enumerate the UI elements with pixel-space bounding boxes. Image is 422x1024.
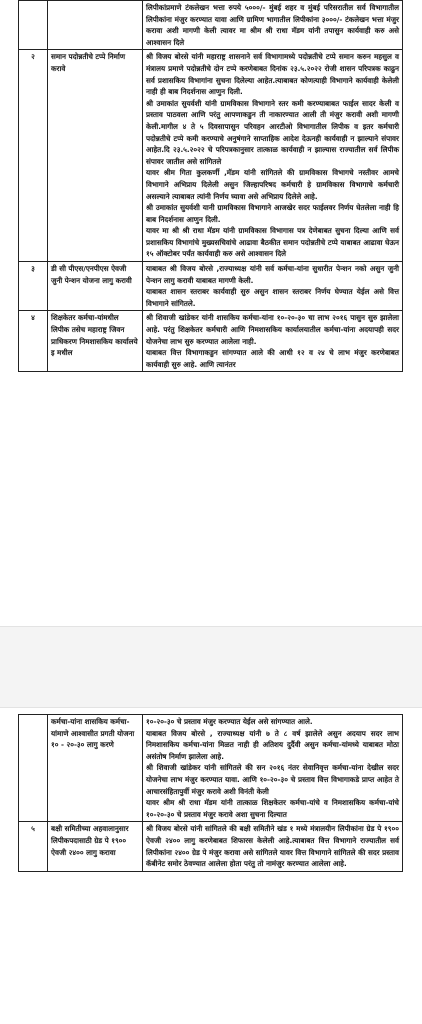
row-number bbox=[19, 1, 48, 50]
row-subject: समान पदोन्नतीचे टप्पे निर्माण करावे bbox=[48, 50, 143, 262]
row-subject: बक्षी समितीच्या अहवालानुसार लिपीकपदासाठी ग्रेड पे १९०० ऐवजी २४०० लागु करावा bbox=[48, 822, 143, 871]
detail-paragraph: श्री शिवाजी खांडेकर यांनी शासकिय कर्मचा-यांना १०-२०-३० चा लाभ २०१६ पासुन सुरु झालेला आहे. परंतु शिक्षकेतर कर्मचारी आणि निमशासकिय कार्यालयातील कर्मचा-यांना अदयापही सदर योजनेचा लाभ सुरु करण्यात आलेला नाही. bbox=[146, 313, 399, 346]
detail-paragraph: याबाबत विजय बोरसे , राज्याध्यक्ष यांनी ७ ते ८ वर्ष झालेले असुन अदयाप सदर लाभ निमशासकिय कर्मचा-यांना मिळत नाही ही अतिशय दुर्दैवी असुन कर्मचा-यांमध्ये याबाबत मोठा असंतोष निर्माण झालेला आहे. bbox=[146, 728, 399, 761]
document-page-1 bbox=[18, 0, 403, 610]
document-page-2 bbox=[18, 714, 403, 1024]
minutes-table-page-2 bbox=[18, 714, 403, 872]
detail-paragraph: याबाबत वित्त विभागाकडुन सांगण्यात आले की आधी १२ व २४ चे लाभ मंजुर करणेबाबत कार्यवाही सुरु आहे. आणि त्यानंतर bbox=[146, 348, 399, 369]
table-row bbox=[19, 50, 403, 262]
table-row bbox=[19, 822, 403, 871]
row-details bbox=[143, 1, 403, 50]
row-details bbox=[143, 311, 403, 372]
detail-paragraph: श्री उमाकांत सुयर्वशी यानी ग्रामविकास विभागाने आजखेर सदर फाईलवर निर्णय घेतलेला नाही हि बाब निदर्शनास आणुन दिली. bbox=[146, 203, 399, 224]
row-subject bbox=[48, 1, 143, 50]
detail-paragraph: याबाबत शासन स्तराबर कार्यवाही सुरु असुन शासन स्तराबर निर्णय घेण्यात येईल असे वित्त विभागाने सांगितले. bbox=[146, 287, 399, 308]
detail-paragraph: यावर मा श्री श्री राधा मॅडम यांनी ग्रामविकास विभागास पत्र देणेबाबत सुचना दिल्या आणि सर्व प्रशासकिय विभागांचे मुख्यसचिवांचे आढावा बैठकीत समान पदोन्नतीचे टप्पे याबाबत आढावा घेऊन १५ ऑक्टोबर पर्यंत कार्यवाही करु असे आश्वासन दिले bbox=[146, 226, 399, 259]
row-subject: शिक्षकेतर कर्मचा-यांमधील लिपीक तसेच महाराष्ट्र जिवन प्राधिकरण निमशासकिय कार्यालये इ मधील bbox=[48, 311, 143, 372]
detail-paragraph: यावर श्रीम गिता कुलकर्णी ,मॅडम यांनी सांगितले की ग्रामविकास विभागचे नस्तीवर आमचे विभागाने अभिप्राय दिलेली असुन जिल्हापरिषद कर्मचारी हे ग्रामविकास विभागाचे कर्मचारी असल्याने त्याबाबत त्यांनी निर्णय घ्यावा असे अभिप्राय दिलेले आहे. bbox=[146, 168, 399, 201]
table-row bbox=[19, 1, 403, 50]
row-number bbox=[19, 715, 48, 822]
row-number: ५ bbox=[19, 822, 48, 871]
detail-paragraph: श्री शिवाजी खांडेकर यांनी सांगितले की सन २०१६ नंतर सेवानिवृत्त कर्मचा-यांना देखील सदर योजनेचा लाभ मंजुर करण्यात यावा. आणि १०-२०-३० चे प्रस्ताव वित्त विभागाकडे प्राप्त आहेत ते आचारसंहितापुर्वी मंजुर करावे अशी विनंती केली bbox=[146, 763, 399, 796]
row-details bbox=[143, 822, 403, 871]
detail-paragraph: याबाबत श्री विजय बोरसे ,राज्याध्यक्ष यांनी सर्व कर्मचा-यांना सुधारीत पेन्शन नको असुन जुनी पेन्शन लागु करावी याबाबत मागणी केली. bbox=[146, 264, 399, 285]
row-details bbox=[143, 50, 403, 262]
detail-paragraph: श्री विजय बोरसे यांनी सांगितले की बक्षी समितीने खंड १ मध्ये मंत्रालयीन लिपीकांना ग्रेड पे १९०० ऐवजी २४०० लागु करणेबाबत शिफारस केलेली आहे.त्याबाबत वित्त विभागाने राज्यातील सर्व लिपीकांना २४०० ग्रेड पे मंजुर करावा असे सांगितले यावर वित्त विभागाने सांगितले की सदर प्रस्ताव कॅबीनेट समोर ठेवण्यात आलेला होता परंतु तो नामंजुर करण्यात आलेला आहे. bbox=[146, 824, 399, 869]
row-number: २ bbox=[19, 50, 48, 262]
table-row bbox=[19, 715, 403, 822]
page-gap bbox=[0, 626, 422, 708]
detail-paragraph: १०-२०-३० चे प्रस्ताव मंजुर करण्यात येईल असे सांगण्यात आले. bbox=[146, 717, 313, 726]
detail-paragraph: श्री उमाकांत सुयर्वशी यांनी ग्रामविकास विभागाने स्तर कमी करण्याबाबत फाईल सादर केली व प्रस्ताव पाठवला आणि परंतु आपणाकडुन ती नाकारण्यात आली ती मंजुर करावी अशी मागणी केली.मागील ४ ते ५ दिवसापासुन परिवहन आरटीओ विभागातील लिपीक व इतर कर्मचारी पदोन्नतीचे टप्पे कमी करण्याचे अनुषंगाने साप्ताहिक आदेश देऊनही कार्यवाही न झाल्याने संपावर आहेत.दि २३.५.२०२२ चे परिपत्रकानुसार तात्काळ कार्यवाही न झाल्यास राज्यातील सर्व लिपीक संपावर जातील असे सांगितले bbox=[146, 98, 399, 166]
table-row bbox=[19, 311, 403, 372]
table-row bbox=[19, 262, 403, 311]
row-subject: कर्मचा-यांना शासकिय कर्मचा-यांमाणे आश्वासीत प्रगती योजना १० - २०-३० लागु करणे bbox=[48, 715, 143, 822]
row-subject: डी सी पीएस/एनपीएस ऐवजी जुनी पेन्शन योजना लागु करावी bbox=[48, 262, 143, 311]
detail-paragraph: श्री विजय बोरसे यांनी महाराष्ट्र शासनाने सर्व विभागामध्ये पदोन्नतीचे टप्पे समान करुन महसुल व मंत्रालय प्रमाणे पदोन्नतीचे दोन टप्पे करणेबाबत दिनांक २३.५.२०२२ रोजी शासन परिपत्रक काढुन सर्व प्रशासकिय विभागांना सुचना दिलेल्या आहेत.त्याबाबत कोणत्याही विभागाने कार्यवाही केलेली नाही ही बाब निदर्शनास आणुन दिली. bbox=[146, 52, 399, 97]
row-number: ४ bbox=[19, 311, 48, 372]
row-number: ३ bbox=[19, 262, 48, 311]
detail-paragraph: लिपीकांप्रमाणे टंकलेखन भत्ता रुपये ५०००/- मुंबई शहर व मुंबई परिसरातील सर्व विभागातील लिपीकांना मंजुर करण्यात यावा आणि ग्रामिण भागातील लिपीकांना ३०००/- टंकलेखन भत्ता मंजुर करावा अशी मागणी केली त्यावर मा श्रीम श्री राधा मॅडम यांनी तपासुन कार्यवाही करु असे आश्वासन दिले bbox=[146, 3, 399, 47]
row-details bbox=[143, 262, 403, 311]
detail-paragraph: यावर श्रीम श्री राधा मॅडम यांनी तात्काळ शिक्षकेतर कर्मचा-यांचे व निमशासकिय कर्मचा-यांचे १०-२०-३० चे प्रस्ताव मंजुर करावे अशा सुचना दिल्यात bbox=[146, 798, 399, 819]
minutes-table-page-1 bbox=[18, 0, 403, 372]
row-details bbox=[143, 715, 403, 822]
